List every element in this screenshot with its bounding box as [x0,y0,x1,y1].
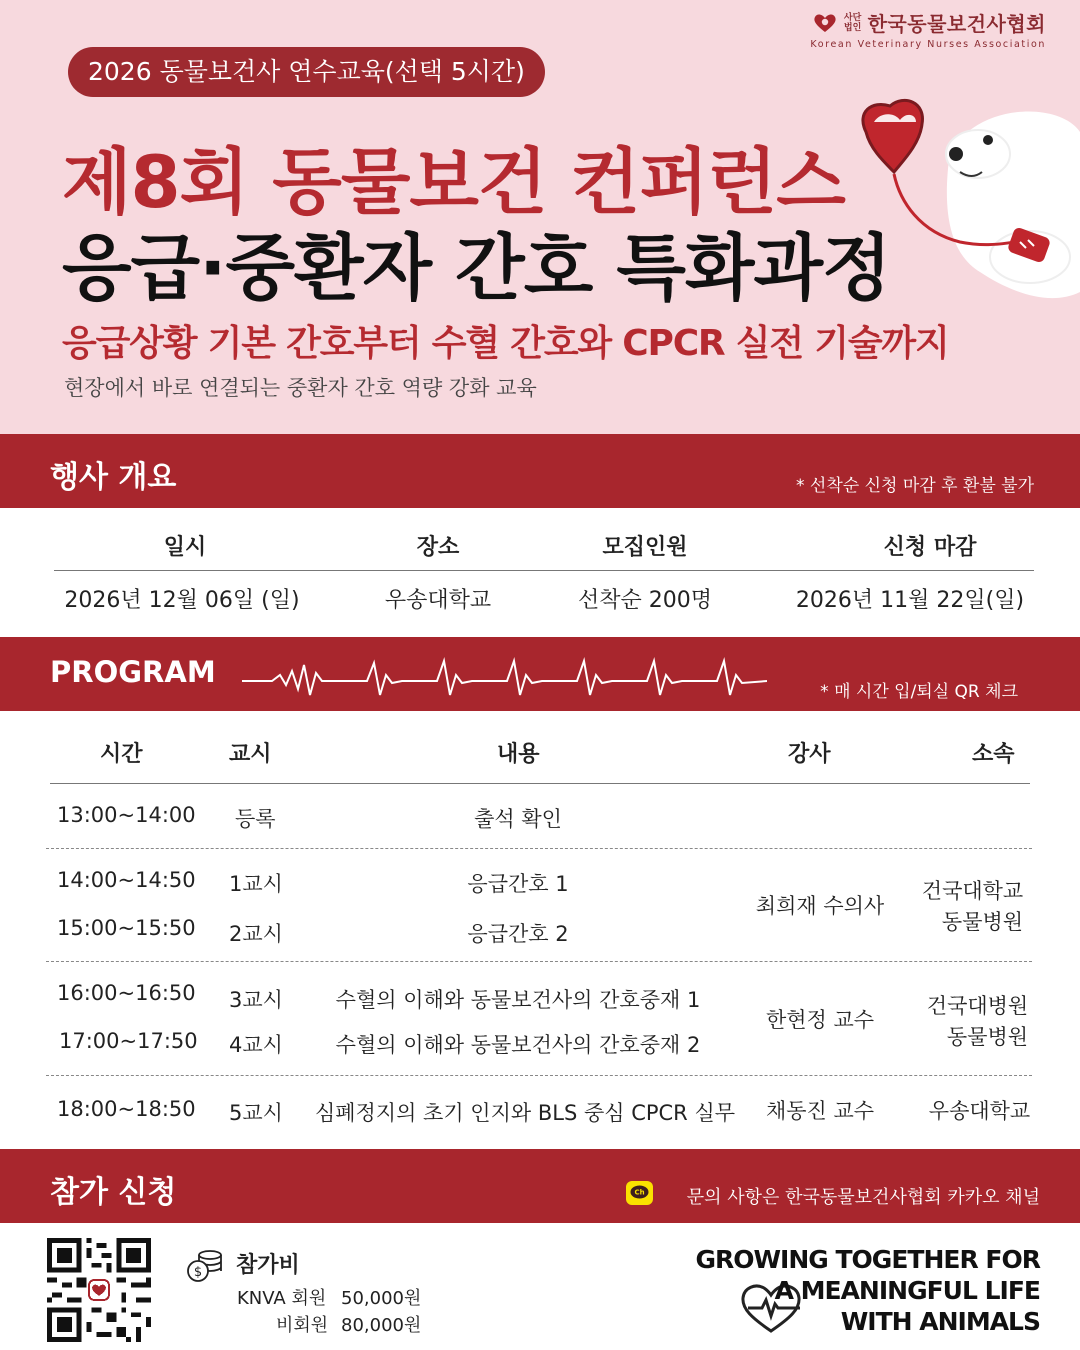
overview-date: 2026년 12월 06일 (일) [64,588,300,613]
instructor-name: 최희재 수의사 [755,894,885,918]
blood-bag-icon [860,92,1080,322]
svg-text:Ch: Ch [634,1188,645,1197]
row-period: 4교시 [229,1033,283,1057]
organization-logo-block [810,8,1046,50]
overview-header-venue: 장소 [416,535,460,560]
fee-nonmember-amount: 80,000원 [341,1315,422,1336]
instructor-name: 한현정 교수 [765,1008,875,1032]
fee-member-amount: 50,000원 [341,1288,422,1309]
row-time: 17:00~17:50 [59,1029,198,1053]
slogan-line: WITH ANIMALS [840,1307,1040,1336]
slogan [695,1244,1040,1337]
registration-section-bar [0,1149,1080,1223]
instructor-affiliation: 우송대학교 [928,1099,1031,1123]
hero-banner [0,0,1080,434]
svg-text:$: $ [193,1265,203,1280]
description: 현장에서 바로 연결되는 중환자 간호 역량 강화 교육 [64,376,537,400]
instructor-affiliation: 동물병원 [946,1025,1029,1049]
row-divider [46,961,1032,962]
instructor-name: 채동진 교수 [765,1099,875,1123]
coins-icon [186,1249,224,1283]
row-time: 14:00~14:50 [57,868,196,892]
row-time: 16:00~16:50 [57,981,196,1005]
organization-name: 한국동물보건사협회 [867,12,1046,36]
row-period: 1교시 [229,872,283,896]
qr-check-note: * 매 시간 입/퇴실 QR 체크 [820,682,1018,702]
row-period: 등록 [235,807,276,831]
row-divider [46,848,1032,849]
slogan-line: GROWING TOGETHER FOR [695,1245,1040,1274]
refund-note: * 선착순 신청 마감 후 환불 불가 [796,476,1034,496]
row-content: 응급간호 2 [467,922,569,946]
conference-title: 제8회 동물보건 컨퍼런스 [62,140,845,224]
row-content: 심폐정지의 초기 인지와 BLS 중심 CPCR 실무 [314,1101,736,1125]
fee-title: 참가비 [236,1253,300,1278]
row-time: 13:00~14:00 [57,803,196,827]
fee-nonmember-label: 비회원 [276,1315,329,1336]
subtitle: 응급상황 기본 간호부터 수혈 간호와 CPCR 실전 기술까지 [62,323,949,364]
course-badge: 2026 동물보건사 연수교육(선택 5시간) [68,47,545,97]
program-header-affiliation: 소속 [972,742,1015,767]
heartbeat-line-icon [242,651,767,701]
overview-header-date: 일시 [163,535,207,560]
registration-title: 참가 신청 [50,1175,177,1210]
instructor-affiliation: 건국대학교 [921,879,1024,903]
overview-section-bar [0,434,1080,508]
organization-prefix: 사단법인 [843,12,862,33]
overview-header-deadline: 신청 마감 [883,535,977,560]
row-content: 응급간호 1 [467,872,569,896]
course-title: 응급·중환자 간호 특화과정 [62,226,891,310]
row-content: 출석 확인 [474,807,562,831]
row-period: 5교시 [229,1101,283,1125]
organization-logo-icon [812,12,838,34]
program-header-instructor: 강사 [788,742,831,767]
overview-header-capacity: 모집인원 [602,535,688,560]
program-section-bar [0,637,1080,711]
kakao-channel-icon[interactable] [626,1181,653,1205]
slogan-line: A MEANINGFUL LIFE [774,1276,1040,1305]
program-header-period: 교시 [229,742,272,767]
fee-member-label: KNVA 회원 [237,1288,327,1309]
instructor-affiliation: 동물병원 [941,910,1024,934]
program-header-content: 내용 [497,742,540,767]
row-content: 수혈의 이해와 동물보건사의 간호중재 2 [335,1033,701,1057]
row-period: 3교시 [229,988,283,1012]
row-content: 수혈의 이해와 동물보건사의 간호중재 1 [335,988,701,1012]
program-header-time: 시간 [100,742,143,767]
program-header-divider [50,783,1030,784]
organization-name-en: Korean Veterinary Nurses Association [810,39,1046,50]
overview-divider [54,570,1034,571]
instructor-affiliation: 건국대병원 [926,994,1029,1018]
kakao-contact-text[interactable]: 문의 사항은 한국동물보건사협회 카카오 채널 [686,1187,1040,1208]
qr-code-icon[interactable] [47,1238,151,1342]
overview-deadline: 2026년 11월 22일(일) [795,588,1025,613]
overview-title: 행사 개요 [50,460,177,495]
overview-capacity: 선착순 200명 [578,588,712,613]
program-title: PROGRAM [50,655,216,689]
row-period: 2교시 [229,922,283,946]
overview-venue: 우송대학교 [384,588,492,613]
row-time: 15:00~15:50 [57,916,196,940]
row-time: 18:00~18:50 [57,1097,196,1121]
row-divider [46,1075,1032,1076]
